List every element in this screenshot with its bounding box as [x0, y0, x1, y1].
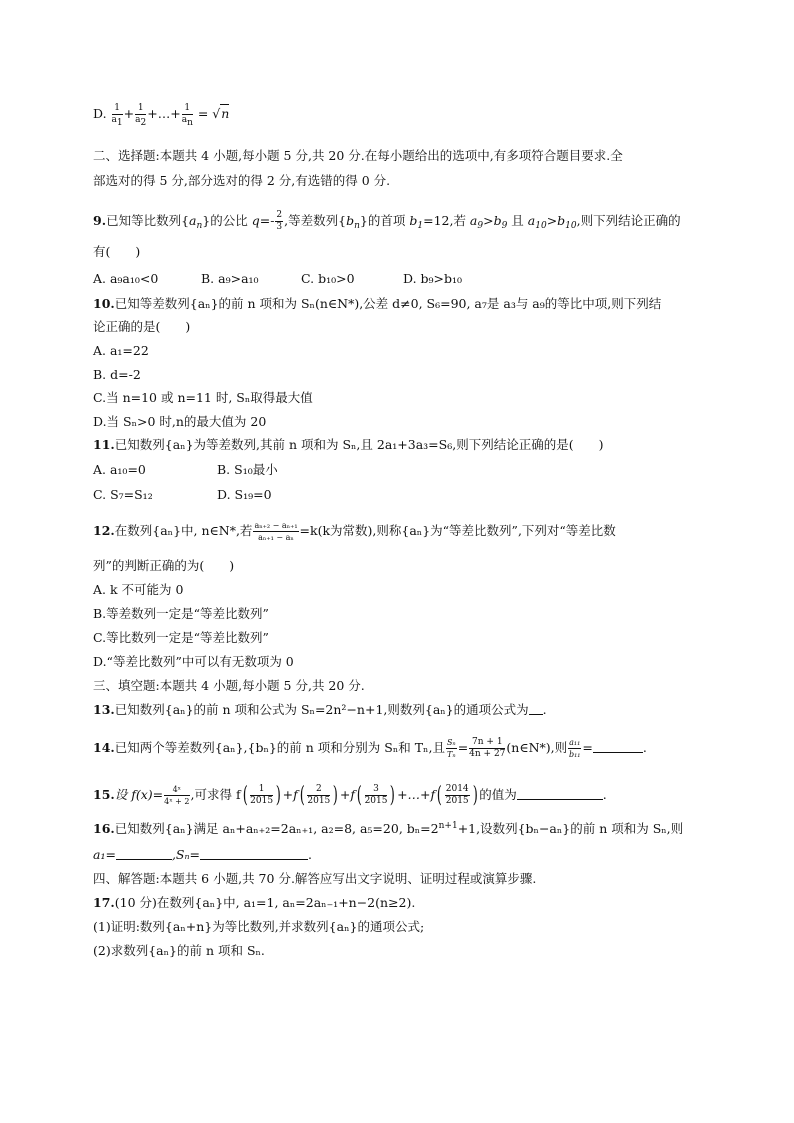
q14-line: 14.已知两个等差数列{aₙ},{bₙ}的前 n 项和分别为 Sₙ和 Tₙ,且 $\frac{\text{Sₙ}}{\text{Tₙ}}$ = $\frac{7n + 1}{4n + 27}$ (n∈N*),则 $\frac{\text{a₁₁}}{\text{b₁₁}}$ = . — [93, 737, 647, 759]
frac-den: 4ˣ + 2 — [164, 797, 190, 806]
q12-text: 在数列{aₙ}中, n∈N*,若 — [114, 523, 253, 538]
q17-number: 17. — [93, 895, 115, 910]
q13-text: 已知数列{aₙ}的前 n 项和公式为 Sₙ=2n²−n+1,则数列{aₙ}的通项公式为 — [114, 702, 529, 717]
q9-text: ,等差数列{ — [284, 213, 347, 228]
q15-number: 15. — [93, 787, 115, 802]
q9-text: ,则下列结论正确的 — [576, 213, 681, 228]
q10-option-d: D.当 Sₙ>0 时,n的最大值为 20 — [93, 414, 267, 429]
section-4-heading: 四、解答题:本题共 6 小题,共 70 分.解答应写出文字说明、证明过程或演算步骤. — [93, 871, 537, 886]
q11-option-a: A. a₁₀=0 — [93, 462, 146, 477]
q14-fraction-expr — [469, 737, 505, 760]
equals: = — [457, 740, 469, 755]
q17-text: (10 分)在数列{aₙ}中, a₁=1, aₙ=2aₙ₋₁+n−2(n≥2). — [114, 895, 416, 910]
frac-num: 2 — [276, 210, 283, 220]
q11-number: 11. — [93, 437, 115, 452]
q16-a1-label: a₁= — [93, 847, 116, 862]
fraction: $\frac{1}{a_n}$ — [181, 103, 193, 128]
option-d-label: D. — [93, 106, 107, 121]
q13-answer-blank[interactable] — [529, 702, 543, 715]
q15-tail: . — [602, 787, 607, 802]
q15-fx-fraction — [164, 784, 189, 807]
q13-tail: . — [542, 702, 547, 717]
q9-option-b: B. a₉>a₁₀ — [201, 271, 259, 286]
q13-line — [93, 701, 547, 718]
q12-line-1 — [93, 520, 616, 543]
q9-line-1: 9.已知等比数列$\{a_n\}$的公比 q=- $\frac{2}{3}$ ,等差数列$\{b_n\}$的首项 $b_1=12$,若 $a_9>b_9$ 且 $a_{10}>b_{10}$,则下列结论正确的 — [93, 210, 681, 232]
q16-exponent: n+1 — [438, 821, 458, 831]
q10-text: 已知等差数列{aₙ}的前 n 项和为 Sₙ(n∈N*),公差 d≠0, S₆=90, a₇是 a₃与 a₉的等比中项,则下列结 — [114, 296, 662, 311]
sqrt-n: n — [221, 106, 230, 121]
q14-fraction-ab — [568, 737, 581, 760]
q9-text: }的首项 — [359, 213, 410, 228]
q10-number: 10. — [93, 296, 115, 311]
q11-option-d: D. S₁₉=0 — [217, 487, 272, 502]
q15-line: 15.设 f(x)= $\frac{\text{4ˣ}}{\text{4ˣ + 2}}$ ,可求得 f( $\frac{1}{2015}$ ) +f( $\frac{2}{2015}$ ) +f( $\frac{3}{2015}$ ) +…+f( $\frac{2014}{2015}$ ) 的值为 . — [93, 782, 607, 808]
q15-text: ,可求得 f — [190, 787, 241, 802]
q9-q-value: q=- — [251, 213, 275, 228]
q16-line-2 — [93, 846, 312, 863]
q9-text: }的公比 — [202, 213, 252, 228]
fraction: $\frac{1}{a_2}$ — [135, 103, 147, 128]
frac-den: aₙ₊₁ − aₙ — [258, 533, 294, 542]
q11-options-row-1 — [93, 461, 278, 478]
q16-sn-blank[interactable] — [200, 847, 308, 860]
frac-num: 4ˣ — [164, 784, 189, 796]
frac-num: 7n + 1 — [469, 737, 505, 749]
q9-text: =12,若 — [423, 213, 470, 228]
q16-number: 16. — [93, 821, 115, 836]
frac-num: 2 — [307, 784, 330, 796]
q17-line-1 — [93, 894, 415, 911]
q14-text: 已知两个等差数列{aₙ},{bₙ}的前 n 项和分别为 Sₙ和 Tₙ,且 — [114, 740, 445, 755]
q15-text: 的值为 — [479, 787, 517, 802]
q16-text: +1,设数列{bₙ−aₙ}的前 n 项和为 Sₙ,则 — [457, 821, 684, 836]
q15-term-1 — [250, 784, 273, 807]
q16-tail: . — [308, 847, 312, 862]
frac-num: 1 — [250, 784, 273, 796]
q12-line-2: 列”的判断正确的为( ) — [93, 558, 235, 573]
q9-ratio-fraction — [275, 210, 283, 233]
q12-option-c: C.等比数列一定是“等差比数列” — [93, 630, 269, 645]
q12-option-a: A. k 不可能为 0 — [93, 582, 184, 597]
frac-den: 2015 — [307, 796, 331, 806]
q9-option-c: C. b₁₀>0 — [301, 271, 355, 286]
q15-answer-blank[interactable] — [517, 787, 603, 800]
frac-den: 2015 — [364, 796, 388, 806]
frac-den: Tₙ — [447, 750, 456, 759]
q9-option-d: D. b₉>b₁₀ — [403, 271, 463, 286]
frac-num: 2014 — [445, 784, 469, 794]
q12-text: =k(k为常数),则称{aₙ}为“等差比数列”,下列对“等差比数 — [299, 523, 616, 538]
q10-option-c: C.当 n=10 或 n=11 时, Sₙ取得最大值 — [93, 390, 313, 405]
q10-line-2: 论正确的是( ) — [93, 319, 191, 334]
q9-number: 9. — [93, 213, 107, 228]
fraction: $\frac{1}{a_1}$ — [111, 103, 123, 128]
section-3-heading: 三、填空题:本题共 4 小题,每小题 5 分,共 20 分. — [93, 678, 365, 693]
frac-den: 3 — [276, 222, 283, 232]
q14-text: (n∈N*),则 — [506, 740, 568, 755]
q9-text: 且 — [507, 213, 528, 228]
q12-fraction — [253, 520, 298, 543]
q17-part-2: (2)求数列{aₙ}的前 n 项和 Sₙ. — [93, 943, 265, 958]
sum-dots: +…+ — [147, 106, 181, 121]
frac-den: 2015 — [250, 796, 274, 806]
q15-term-3 — [365, 784, 388, 807]
plus-f: +f — [339, 787, 355, 802]
q11-text: 已知数列{aₙ}为等差数列,其前 n 项和为 Sₙ,且 2a₁+3a₃=S₆,则下列结论正确的是( ) — [114, 437, 604, 452]
q11-option-b: B. S₁₀最小 — [217, 462, 278, 477]
q14-fraction-st — [446, 737, 457, 760]
frac-num: 3 — [365, 784, 388, 796]
plus-f: +f — [282, 787, 298, 802]
sum-dots: +…+f — [397, 787, 436, 802]
option-d-line: D. $\frac{1}{a_1}$ + $\frac{1}{a_2}$ +…+ $\frac{1}{a_n}$ = √n — [93, 103, 230, 128]
q10-option-a: A. a₁=22 — [93, 343, 149, 358]
q11-option-c: C. S₇=S₁₂ — [93, 487, 153, 502]
q11-options-row-2 — [93, 486, 272, 503]
q11-line-1 — [93, 436, 603, 453]
q15-term-2 — [307, 784, 330, 807]
q15-text: 设 f(x)= — [114, 787, 164, 802]
section-2-line-1: 二、选择题:本题共 4 小题,每小题 5 分,共 20 分.在每小题给出的选项中,有多项符合题目要求.全 — [93, 148, 623, 163]
frac-den: b₁₁ — [568, 750, 581, 759]
q9-option-a: A. a₉a₁₀<0 — [93, 271, 159, 286]
q12-number: 12. — [93, 523, 115, 538]
q9-text: 已知等比数列{ — [106, 213, 190, 228]
frac-num: a₁₁ — [569, 738, 581, 747]
frac-num: aₙ₊₂ − aₙ₊₁ — [254, 521, 298, 530]
q14-number: 14. — [93, 740, 115, 755]
q16-line-1 — [93, 820, 683, 837]
equals: = — [193, 106, 213, 121]
q16-text: 已知数列{aₙ}满足 aₙ+aₙ₊₂=2aₙ₊₁, a₂=8, a₅=20, bₙ=2 — [114, 821, 439, 836]
q9-options — [93, 270, 462, 287]
section-2-line-2: 部选对的得 5 分,部分选对的得 2 分,有选错的得 0 分. — [93, 173, 391, 188]
q13-number: 13. — [93, 702, 115, 717]
frac-den: 2015 — [445, 796, 469, 806]
q10-option-b: B. d=-2 — [93, 367, 141, 382]
q17-part-1: (1)证明:数列{aₙ+n}为等比数列,并求数列{aₙ}的通项公式; — [93, 919, 425, 934]
q16-a1-blank[interactable] — [116, 847, 172, 860]
q9-line-2: 有( ) — [93, 244, 141, 259]
q14-tail: . — [642, 740, 647, 755]
q10-line-1 — [93, 295, 661, 312]
q12-option-d: D.“等差比数列”中可以有无数项为 0 — [93, 654, 294, 669]
frac-den: 4n + 27 — [469, 749, 506, 759]
q14-answer-blank[interactable] — [593, 740, 643, 753]
q12-option-b: B.等差数列一定是“等差比数列” — [93, 606, 269, 621]
q16-sn-label: ,Sₙ= — [171, 847, 201, 862]
q15-term-4 — [445, 784, 470, 807]
frac-num: Sₙ — [446, 738, 456, 747]
